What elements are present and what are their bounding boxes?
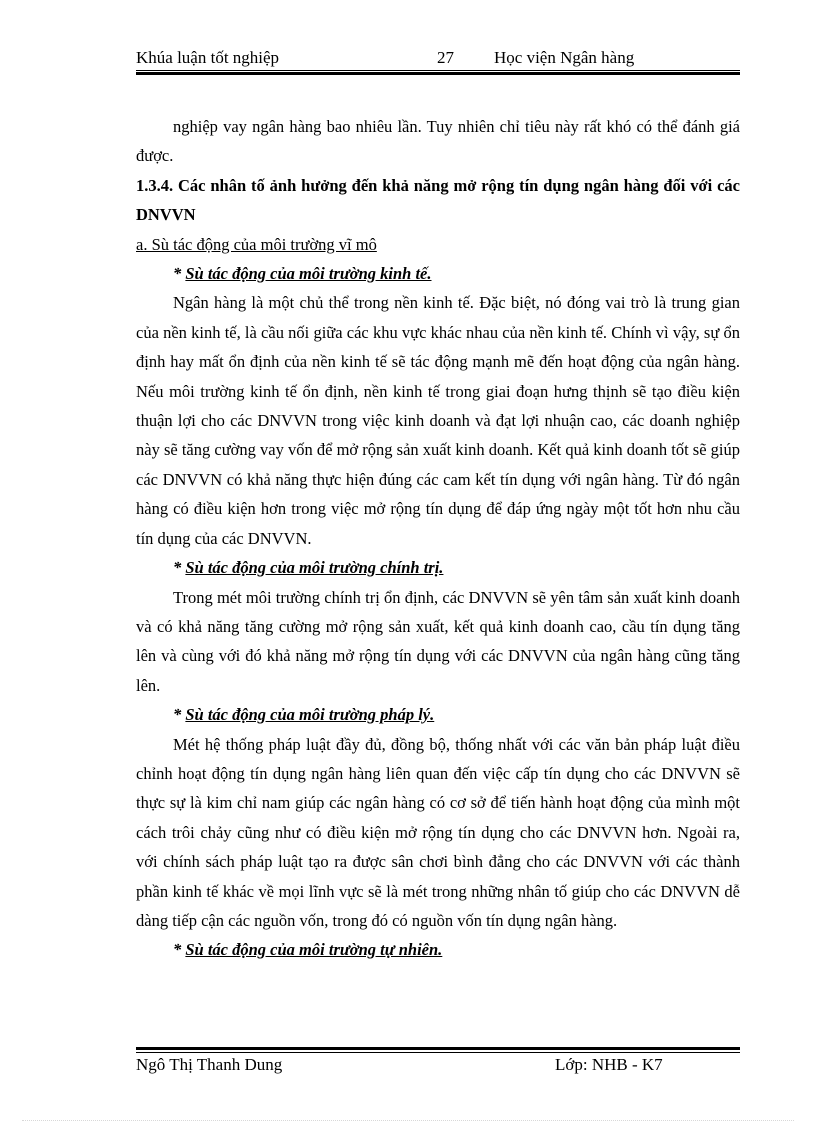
footer-author: Ngô Thị Thanh Dung xyxy=(136,1055,283,1074)
factor-economic-paragraph: Ngân hàng là một chủ thể trong nền kinh tế. Đặc biệt, nó đóng vai trò là trung gian của nền kinh tế, là cầu nối giữa các khu vực khác nhau của nền kinh tế. Chính vì vậy, sự ổn định hay mất ổn định của nền kinh tế sẽ tác động mạnh mẽ đến hoạt động của ngân hàng. Nếu môi trường kinh tế ổn định, nền kinh tế trong giai đoạn hưng thịnh sẽ tạo điều kiện thuận lợi cho các DNVVN trong việc kinh doanh và đạt lợi nhuận cao, các doanh nghiệp này sẽ tăng cường vay vốn để mở rộng sản xuất kinh doanh. Kết quả kinh doanh tốt sẽ giúp các DNVVN có khả năng thực hiện đúng các cam kết tín dụng với ngân hàng. Từ đó ngân hàng có điều kiện hơn trong việc mở rộng tín dụng để đáp ứng ngày một tốt hơn nhu cầu tín dụng của các DNVVN. xyxy=(136,293,740,548)
factor-legal-label: Sù tác động của môi trường pháp lý. xyxy=(185,705,435,725)
factor-natural-heading xyxy=(136,935,740,964)
page-number: 27 xyxy=(437,48,454,67)
header-thesis-label: Khúa luận tốt nghiệp xyxy=(136,48,280,67)
factor-economic-heading xyxy=(136,259,740,288)
page-footer xyxy=(136,1055,740,1077)
document-body xyxy=(136,112,740,965)
factor-legal-paragraph: Mét hệ thống pháp luật đầy đủ, đồng bộ, thống nhất với các văn bản pháp luật điều chỉnh hoạt động tín dụng ngân hàng liên quan đến việc cấp tín dụng cho các DNVVN sẽ thực sự là kim chỉ nam giúp các ngân hàng có cơ sở để tiến hành hoạt động của mình một cách trôi chảy cũng như có điều kiện mở rộng tín dụng cho các DNVVN hơn. Ngoài ra, với chính sách pháp luật tạo ra được sân chơi bình đẳng cho các DNVVN với các thành phần kinh tế khác về mọi lĩnh vực sẽ là mét trong những nhân tố giúp cho các DNVVN dễ dàng tiếp cận các nguồn vốn, trong đó có nguồn vốn tín dụng ngân hàng. xyxy=(136,734,740,930)
factor-economic-label: Sù tác động của môi trường kinh tế. xyxy=(185,264,432,284)
header-institution: Học viện Ngân hàng xyxy=(494,48,635,67)
factor-natural-star: * xyxy=(173,940,186,960)
subheading-a xyxy=(136,230,740,259)
factor-legal-star: * xyxy=(173,705,186,725)
footer-rule-thick xyxy=(136,1047,740,1050)
section-heading: 1.3.4. Các nhân tố ảnh hưởng đến khả năng mở rộng tín dụng ngân hàng đối với các DNVVN xyxy=(136,175,740,225)
factor-political-label: Sù tác động của môi trường chính trị. xyxy=(185,558,444,578)
factor-political-heading xyxy=(136,553,740,582)
factor-political-paragraph: Trong mét môi trường chính trị ổn định, các DNVVN sẽ yên tâm sản xuất kinh doanh và có khả năng tăng cường mở rộng sản xuất, kết quả kinh doanh cao, cầu tín dụng tăng lên và cùng với đó khả năng mở rộng tín dụng với các DNVVN của ngân hàng cũng tăng lên. xyxy=(136,587,740,695)
footer-rule-thin xyxy=(136,1052,740,1053)
footer-class: Lớp: NHB - K7 xyxy=(555,1055,663,1074)
page-bottom-edge xyxy=(22,1120,794,1121)
factor-economic-star: * xyxy=(173,264,186,284)
header-rule-thick xyxy=(136,72,740,75)
header-rule-thin xyxy=(136,70,740,71)
subheading-a-text: a. Sù tác động của môi trường vĩ mô xyxy=(136,234,377,254)
factor-political-star: * xyxy=(173,558,186,578)
factor-legal-heading xyxy=(136,700,740,729)
page-header xyxy=(136,48,740,70)
intro-paragraph: nghiệp vay ngân hàng bao nhiêu lần. Tuy nhiên chỉ tiêu này rất khó có thể đánh giá được. xyxy=(136,117,740,166)
factor-natural-label: Sù tác động của môi trường tự nhiên. xyxy=(185,940,443,960)
